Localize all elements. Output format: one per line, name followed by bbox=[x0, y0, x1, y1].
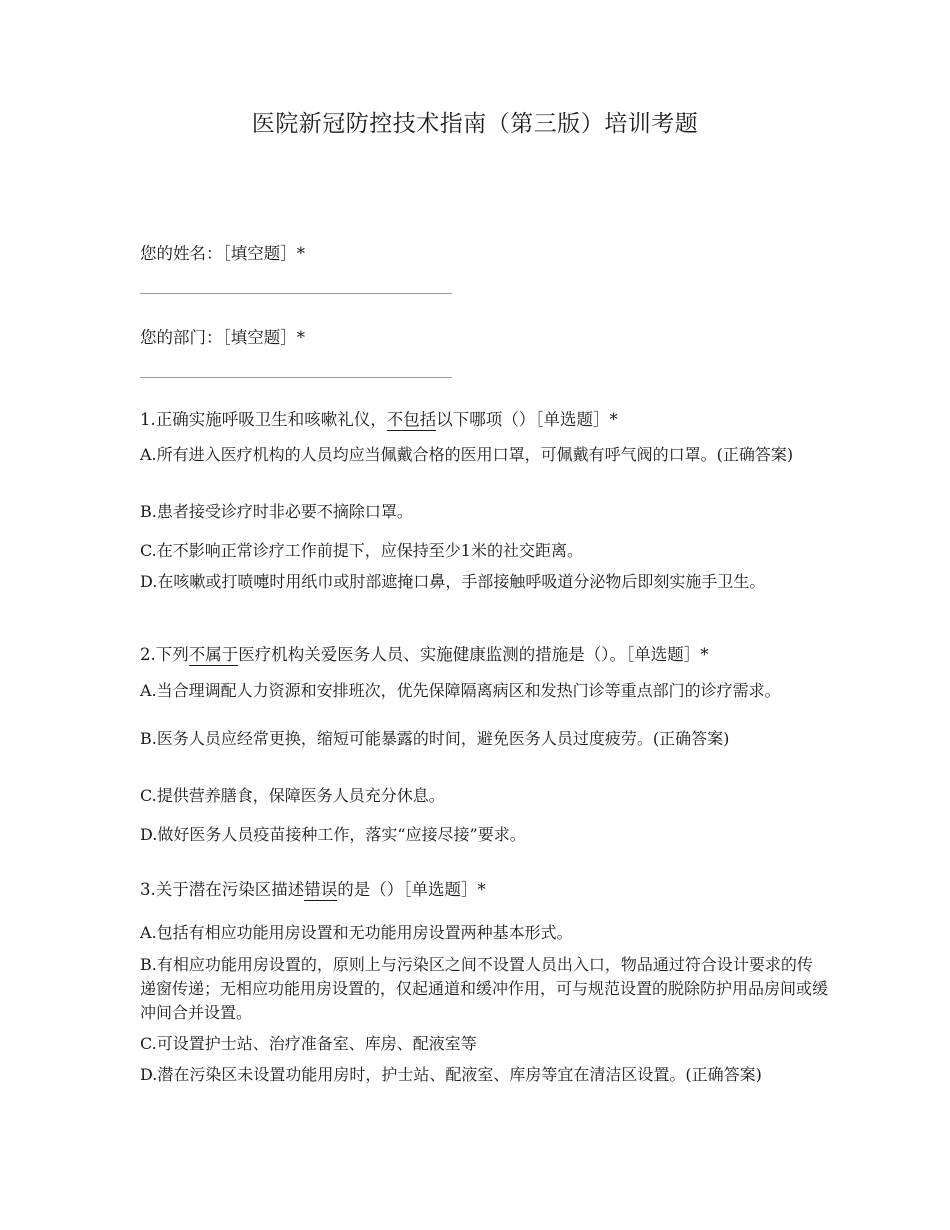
question-2-option-d[interactable]: D.做好医务人员疫苗接种工作，落实“应接尽接”要求。 bbox=[140, 825, 526, 844]
question-3-title: 3.关于潜在污染区描述错误的是（）［单选题］* bbox=[140, 880, 486, 899]
question-2-title: 2.下列不属于医疗机构关爱医务人员、实施健康监测的措施是（）。［单选题］* bbox=[140, 645, 709, 664]
question-3-option-d[interactable]: D.潜在污染区未设置功能用房时，护士站、配液室、库房等宜在清洁区设置。(正确答案) bbox=[140, 1065, 762, 1084]
question-1-option-b[interactable]: B.患者接受诊疗时非必要不摘除口罩。 bbox=[140, 502, 413, 521]
question-1-title: 1.正确实施呼吸卫生和咳嗽礼仪，不包括以下哪项（）［单选题］* bbox=[140, 410, 618, 429]
name-field-line[interactable] bbox=[140, 293, 452, 294]
question-3-option-b[interactable]: B.有相应功能用房设置的，原则上与污染区之间不设置人员出入口，物品通过符合设计要求的传递窗传递；无相应功能用房设置的，仅起通道和缓冲作用，可与规范设置的脱除防护用品房间或缓冲间合并设置。 bbox=[140, 955, 829, 1022]
page-title: 医院新冠防控技术指南（第三版）培训考题 bbox=[251, 111, 699, 137]
question-1-option-c[interactable]: C.在不影响正常诊疗工作前提下，应保持至少1米的社交距离。 bbox=[140, 541, 583, 560]
question-2-option-c[interactable]: C.提供营养膳食，保障医务人员充分休息。 bbox=[140, 786, 445, 805]
question-3-option-a[interactable]: A.包括有相应功能用房设置和无功能用房设置两种基本形式。 bbox=[140, 923, 573, 942]
question-1-option-d[interactable]: D.在咳嗽或打喷嚏时用纸巾或肘部遮掩口鼻，手部接触呼吸道分泌物后即刻实施手卫生。 bbox=[140, 572, 766, 591]
name-field-label: 您的姓名：［填空题］* bbox=[140, 244, 305, 263]
question-2-emphasis: 不属于 bbox=[188, 645, 239, 664]
question-3-emphasis: 错误 bbox=[304, 880, 338, 899]
department-field-line[interactable] bbox=[140, 377, 452, 378]
question-3-option-c[interactable]: C.可设置护士站、治疗准备室、库房、配液室等 bbox=[140, 1034, 477, 1053]
question-2-option-a[interactable]: A.当合理调配人力资源和安排班次，优先保障隔离病区和发热门诊等重点部门的诊疗需求。 bbox=[140, 681, 781, 700]
question-1-emphasis: 不包括 bbox=[386, 410, 437, 429]
department-field-label: 您的部门：［填空题］* bbox=[140, 328, 305, 347]
question-1-option-a[interactable]: A.所有进入医疗机构的人员均应当佩戴合格的医用口罩，可佩戴有呼气阀的口罩。(正确答案) bbox=[140, 445, 794, 464]
question-2-option-b[interactable]: B.医务人员应经常更换，缩短可能暴露的时间，避免医务人员过度疲劳。(正确答案) bbox=[140, 729, 730, 748]
